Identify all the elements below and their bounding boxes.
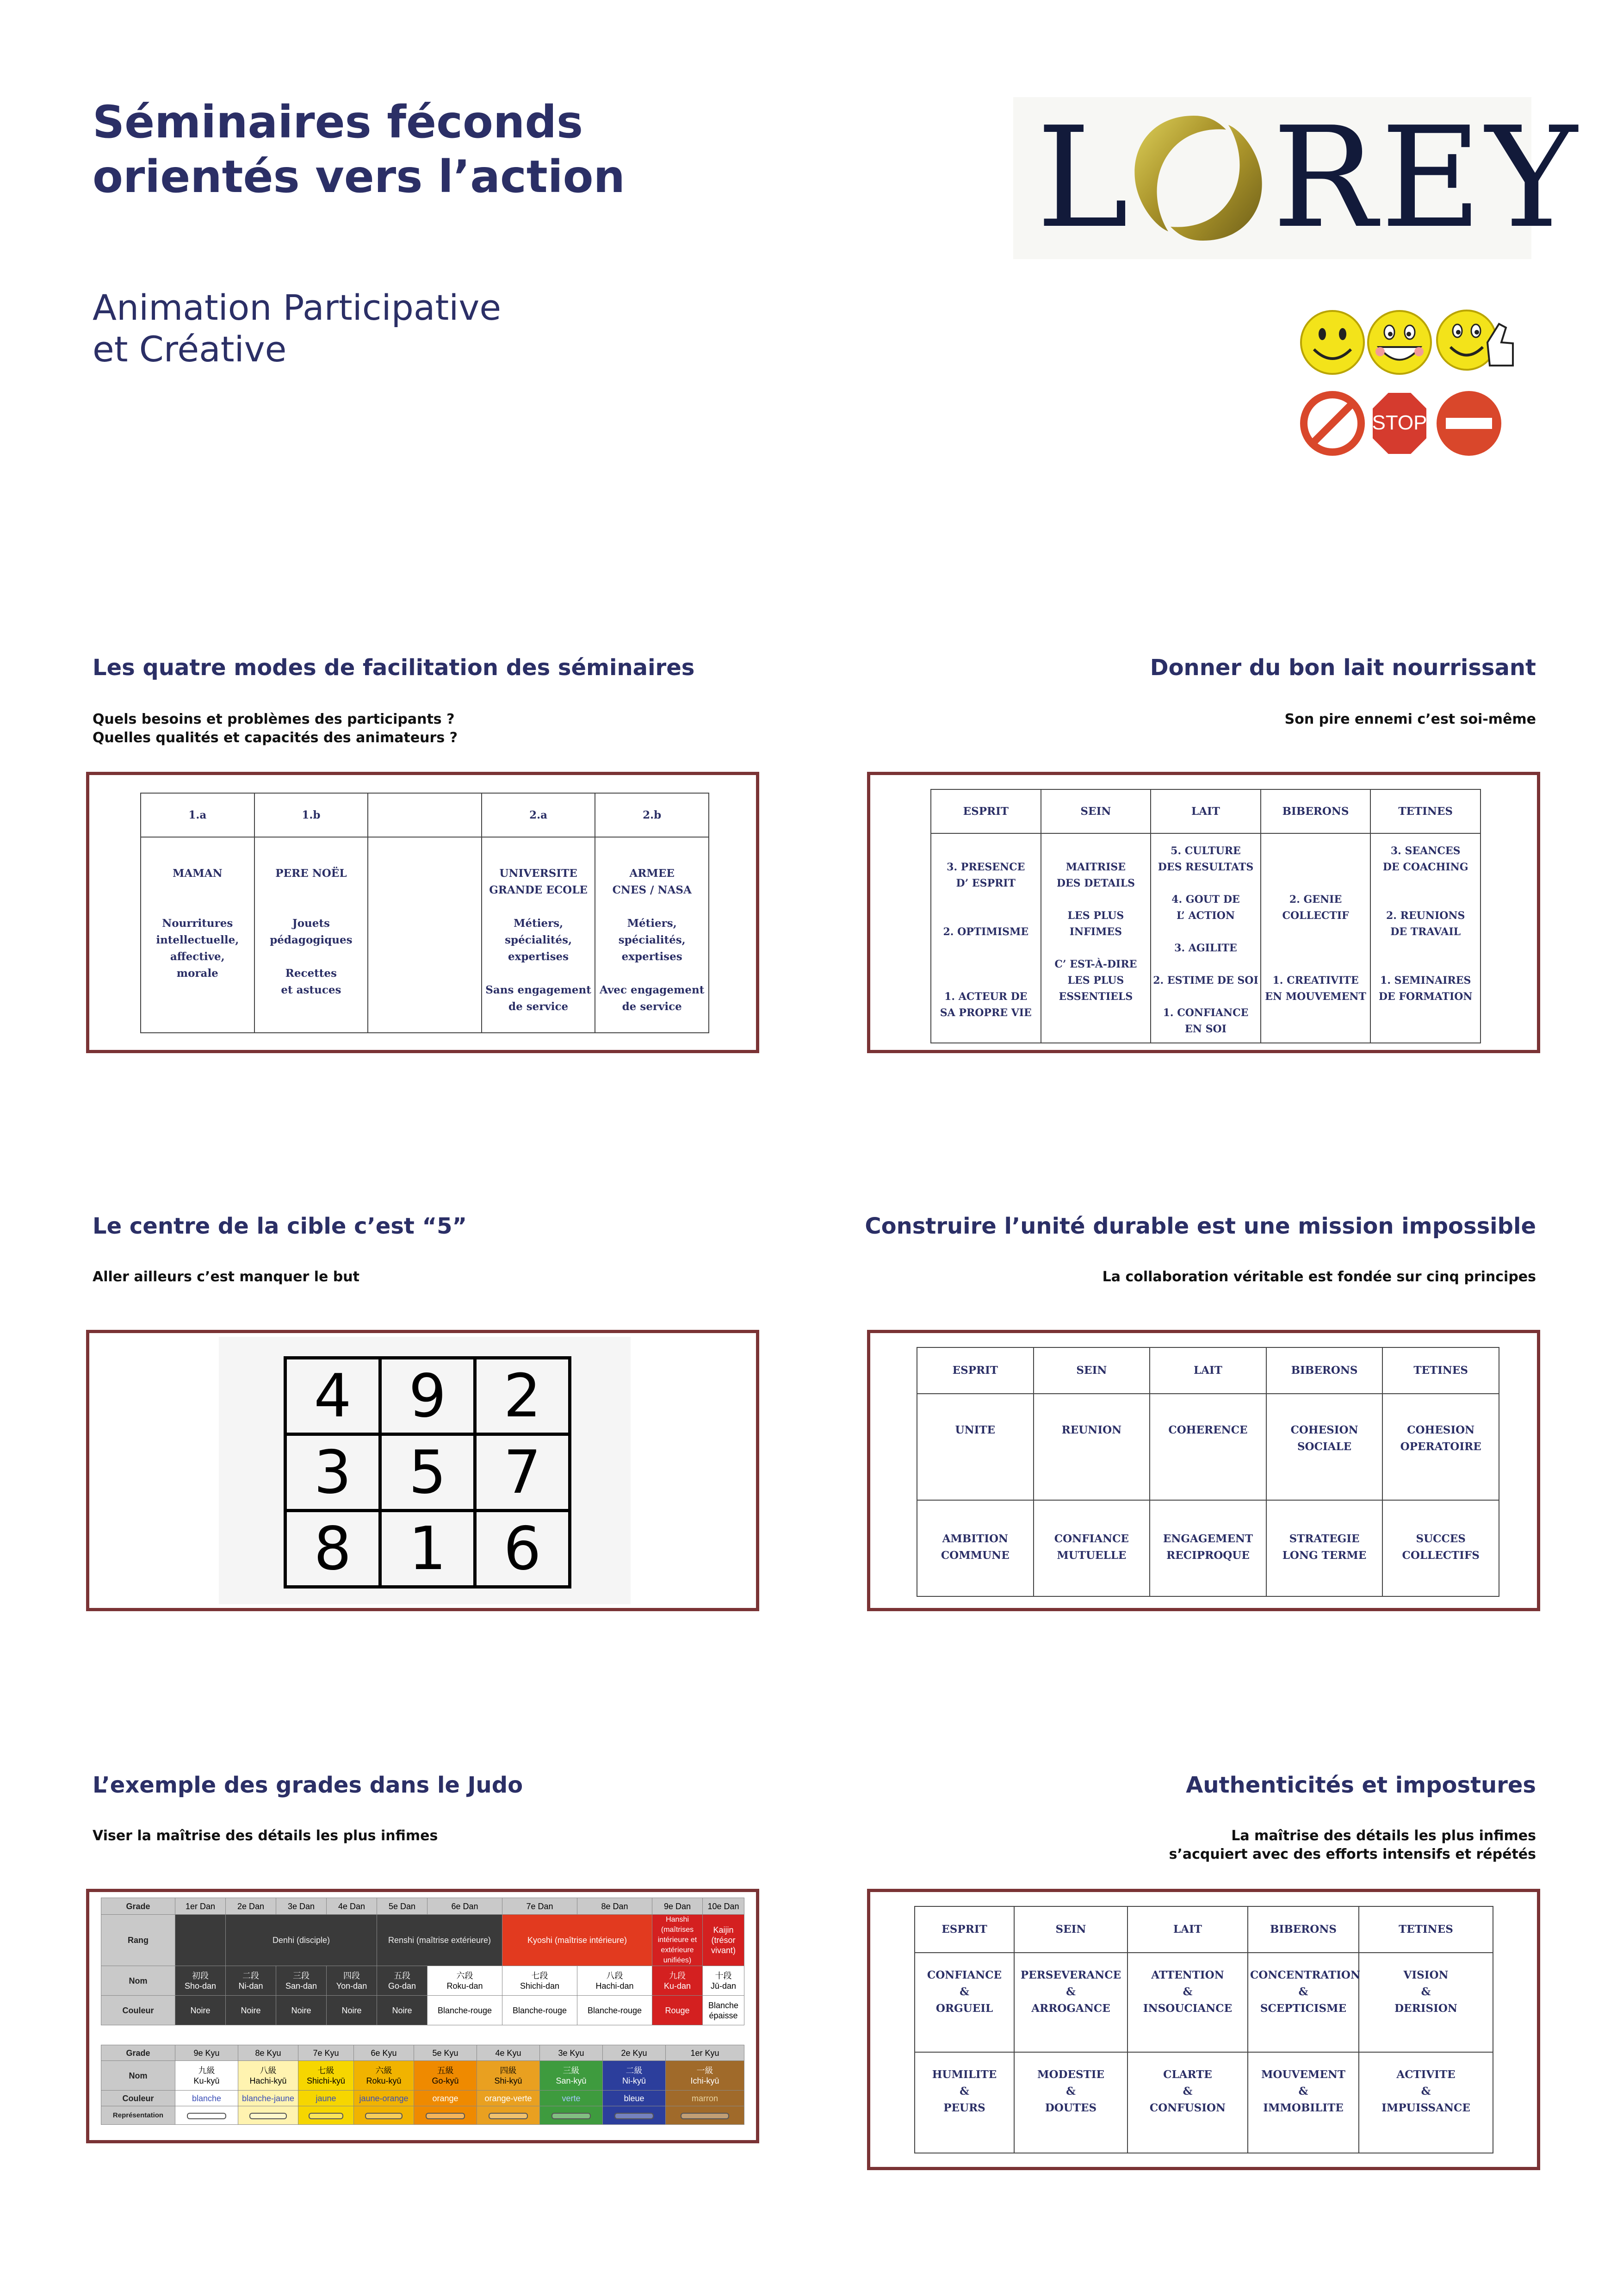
rang-cell: Denhi (disciple): [226, 1915, 377, 1966]
belt-icon: [187, 2113, 226, 2119]
table-cell: 3. PRESENCE D’ ESPRIT 2. OPTIMISME 1. ACTEUR DE SA PROPRE VIE: [931, 833, 1041, 1043]
table-header: SEIN: [1034, 1347, 1150, 1394]
table-cell: VISION & DERISION: [1359, 1953, 1493, 2052]
table-header: BIBERONS: [1261, 789, 1371, 833]
grade-cell: 6e Dan: [427, 1898, 502, 1915]
row-header: Nom: [101, 1966, 175, 1996]
belt-representation-icon: [354, 2106, 414, 2125]
grade-cell: 7e Kyu: [298, 2045, 354, 2061]
nom-cell: 初段 Sho-dan: [175, 1966, 226, 1996]
title-line-1: Séminaires féconds: [93, 96, 583, 148]
table-cell: PERE NOËL Jouets pédagogiques Recettes et astuces: [254, 837, 368, 1033]
grid-cell: 2: [475, 1358, 570, 1434]
magic-square: [284, 1356, 571, 1589]
table-cell: PERSEVERANCE & ARROGANCE: [1014, 1953, 1127, 2052]
grid-cell: 4: [285, 1358, 380, 1434]
table-header: LAIT: [1151, 789, 1261, 833]
table-cell: CONFIANCE & ORGUEIL: [915, 1953, 1014, 2052]
couleur-cell: Blanche épaisse: [703, 1996, 744, 2025]
prohibited-sign-icon: [1304, 395, 1361, 452]
table-cell: ACTIVITE & IMPUISSANCE: [1359, 2052, 1493, 2153]
table-cell: UNIVERSITE GRANDE ECOLE Métiers, spécialités, expertises Sans engagement de service: [482, 837, 595, 1033]
panel1-subtitle: Quels besoins et problèmes des participants ? Quelles qualités et capacités des animateurs ?: [93, 711, 458, 746]
nom-cell: 六級 Roku-kyū: [354, 2061, 414, 2091]
stop-sign-text: STOP: [1372, 411, 1427, 434]
couleur-cell: marron: [666, 2091, 744, 2106]
table-header: ESPRIT: [931, 789, 1041, 833]
grade-cell: 5e Kyu: [414, 2045, 477, 2061]
grade-cell: 10e Dan: [703, 1898, 744, 1915]
belt-icon: [249, 2113, 287, 2119]
row-header: Rang: [101, 1915, 175, 1966]
grid-cell: 3: [285, 1434, 380, 1511]
nom-cell: 七級 Shichi-kyū: [298, 2061, 354, 2091]
table-cell: REUNION: [1034, 1394, 1150, 1500]
row-header: Nom: [101, 2061, 175, 2091]
table-cell: MAITRISE DES DETAILS LES PLUS INFIMES C’ EST-À-DIRE LES PLUS ESSENTIELS: [1041, 833, 1151, 1043]
table-cell: 5. CULTURE DES RESULTATS 4. GOUT DE L’ ACTION 3. AGILITE 2. ESTIME DE SOI 1. CONFIANCE EN SOI: [1151, 833, 1261, 1043]
table-cell: [368, 837, 482, 1033]
grinning-face-icon: [1368, 311, 1431, 374]
logo-letters-rey: REY: [1272, 97, 1581, 259]
grid-cell: 7: [475, 1434, 570, 1511]
belt-icon: [309, 2113, 343, 2119]
panel1-frame: [86, 772, 759, 1053]
panel5-title: L’exemple des grades dans le Judo: [93, 1772, 523, 1798]
grade-cell: 5e Dan: [377, 1898, 427, 1915]
grade-cell: 2e Dan: [226, 1898, 276, 1915]
belt-representation-icon: [175, 2106, 238, 2125]
table-cell: COHESION OPERATOIRE: [1382, 1394, 1499, 1500]
nom-cell: 四級 Shi-kyū: [477, 2061, 540, 2091]
panel1-title: Les quatre modes de facilitation des séminaires: [93, 655, 695, 681]
table-header: TETINES: [1382, 1347, 1499, 1394]
row-header: Grade: [101, 1898, 175, 1915]
belt-representation-icon: [238, 2106, 298, 2125]
couleur-cell: bleue: [603, 2091, 666, 2106]
couleur-cell: orange-verte: [477, 2091, 540, 2106]
smiley-icon: [1301, 311, 1364, 374]
panel2-frame: [867, 772, 1540, 1053]
table-header: [368, 793, 482, 837]
subtitle-line-1: Animation Participative: [93, 287, 502, 328]
table-header: ESPRIT: [917, 1347, 1034, 1394]
panel4-frame: [867, 1330, 1540, 1611]
nom-cell: 八級 Hachi-kyū: [238, 2061, 298, 2091]
grid-cell: 6: [475, 1511, 570, 1587]
row-header: Couleur: [101, 1996, 175, 2025]
table-cell: COHESION SOCIALE: [1266, 1394, 1383, 1500]
grid-cell: 5: [380, 1434, 475, 1511]
no-entry-sign-icon: [1437, 391, 1501, 456]
grade-cell: 9e Kyu: [175, 2045, 238, 2061]
couleur-cell: Noire: [377, 1996, 427, 2025]
couleur-cell: Noire: [327, 1996, 377, 2025]
table-header: TETINES: [1359, 1906, 1493, 1953]
logo-gold-ring-icon: [1124, 106, 1272, 250]
authenticites-table: [914, 1906, 1493, 2153]
table-cell: CONFIANCE MUTUELLE: [1034, 1500, 1150, 1596]
panel2-title: Donner du bon lait nourrissant: [1150, 655, 1536, 681]
panel5-frame: [86, 1889, 759, 2143]
panel3-title: Le centre de la cible c’est “5”: [93, 1213, 467, 1239]
table-header: BIBERONS: [1266, 1347, 1383, 1394]
belt-icon: [489, 2113, 528, 2119]
table-header: 2.a: [482, 793, 595, 837]
table-header: SEIN: [1014, 1906, 1127, 1953]
row-header: Représentation: [101, 2106, 175, 2125]
nom-cell: 九段 Ku-dan: [652, 1966, 703, 1996]
grade-cell: 8e Dan: [577, 1898, 652, 1915]
table-cell: STRATEGIE LONG TERME: [1266, 1500, 1383, 1596]
row-header: Grade: [101, 2045, 175, 2061]
grade-cell: 2e Kyu: [603, 2045, 666, 2061]
panel2-subtitle: Son pire ennemi c’est soi-même: [1284, 711, 1536, 727]
table-header: 1.b: [254, 793, 368, 837]
nom-cell: 五段 Go-dan: [377, 1966, 427, 1996]
table-cell: CLARTE & CONFUSION: [1127, 2052, 1248, 2153]
grade-cell: 1er Dan: [175, 1898, 226, 1915]
belt-representation-icon: [540, 2106, 603, 2125]
grid-cell: 1: [380, 1511, 475, 1587]
couleur-cell: Blanche-rouge: [427, 1996, 502, 2025]
row-header: Couleur: [101, 2091, 175, 2106]
table-header: BIBERONS: [1248, 1906, 1359, 1953]
couleur-cell: Noire: [276, 1996, 327, 2025]
panel4-title: Construire l’unité durable est une mission impossible: [865, 1213, 1536, 1239]
table-cell: ENGAGEMENT RECIPROQUE: [1150, 1500, 1266, 1596]
table-header: 2.b: [595, 793, 709, 837]
nom-cell: 四段 Yon-dan: [327, 1966, 377, 1996]
rang-cell: Kyoshi (maîtrise intérieure): [502, 1915, 652, 1966]
belt-representation-icon: [477, 2106, 540, 2125]
couleur-cell: blanche-jaune: [238, 2091, 298, 2106]
couleur-cell: jaune-orange: [354, 2091, 414, 2106]
table-cell: COHERENCE: [1150, 1394, 1266, 1500]
grade-cell: 9e Dan: [652, 1898, 703, 1915]
unite-durable-table: [917, 1347, 1499, 1597]
panel3-frame: [86, 1330, 759, 1611]
table-cell: UNITE: [917, 1394, 1034, 1500]
table-cell: HUMILITE & PEURS: [915, 2052, 1014, 2153]
facilitation-table: [140, 793, 709, 1033]
table-header: LAIT: [1127, 1906, 1248, 1953]
grade-cell: 1er Kyu: [666, 2045, 744, 2061]
belt-icon: [551, 2113, 591, 2119]
table-cell: ATTENTION & INSOUCIANCE: [1127, 1953, 1248, 2052]
grade-cell: 8e Kyu: [238, 2045, 298, 2061]
table-cell: 2. GENIE COLLECTIF 1. CREATIVITE EN MOUVEMENT: [1261, 833, 1371, 1043]
nom-cell: 二段 Ni-dan: [226, 1966, 276, 1996]
couleur-cell: Blanche-rouge: [502, 1996, 577, 2025]
nom-cell: 七段 Shichi-dan: [502, 1966, 577, 1996]
belt-representation-icon: [298, 2106, 354, 2125]
nom-cell: 三級 San-kyū: [540, 2061, 603, 2091]
grade-cell: 4e Dan: [327, 1898, 377, 1915]
panel6-title: Authenticités et impostures: [1186, 1772, 1536, 1798]
table-header: LAIT: [1150, 1347, 1266, 1394]
logo-letter-l: L: [1036, 97, 1133, 259]
grade-cell: 3e Kyu: [540, 2045, 603, 2061]
belt-icon: [426, 2113, 465, 2119]
nom-cell: 五級 Go-kyū: [414, 2061, 477, 2091]
smileys-and-signs: [1295, 305, 1536, 463]
grade-cell: 4e Kyu: [477, 2045, 540, 2061]
panel6-subtitle: La maîtrise des détails les plus infimes s’acquiert avec des efforts intensifs et répétés: [1169, 1828, 1536, 1862]
belt-representation-icon: [603, 2106, 666, 2125]
couleur-cell: Noire: [226, 1996, 276, 2025]
title-line-2: orientés vers l’action: [93, 151, 625, 203]
table-cell: MAMAN Nourritures intellectuelle, affective, morale: [141, 837, 254, 1033]
rang-cell: Kaijin (trésor vivant): [703, 1915, 744, 1966]
lorey-logo: [1013, 97, 1581, 259]
bon-lait-table: [930, 789, 1481, 1043]
belt-representation-icon: [666, 2106, 744, 2125]
belt-icon: [614, 2113, 654, 2119]
panel6-frame: [867, 1889, 1540, 2170]
nom-cell: 一級 Ichi-kyū: [666, 2061, 744, 2091]
table-cell: MOUVEMENT & IMMOBILITE: [1248, 2052, 1359, 2153]
nom-cell: 十段 Jū-dan: [703, 1966, 744, 1996]
grid-cell: 8: [285, 1511, 380, 1587]
table-cell: 3. SEANCES DE COACHING 2. REUNIONS DE TRAVAIL 1. SEMINAIRES DE FORMATION: [1370, 833, 1481, 1043]
nom-cell: 八段 Hachi-dan: [577, 1966, 652, 1996]
couleur-cell: jaune: [298, 2091, 354, 2106]
grade-cell: 7e Dan: [502, 1898, 577, 1915]
rang-cell: [175, 1915, 226, 1966]
judo-kyu-table: [101, 2045, 744, 2125]
nom-cell: 三段 San-dan: [276, 1966, 327, 1996]
table-cell: SUCCES COLLECTIFS: [1382, 1500, 1499, 1596]
couleur-cell: blanche: [175, 2091, 238, 2106]
nom-cell: 六段 Roku-dan: [427, 1966, 502, 1996]
panel4-subtitle: La collaboration véritable est fondée sur cinq principes: [1102, 1269, 1536, 1285]
grade-cell: 6e Kyu: [354, 2045, 414, 2061]
nom-cell: 二級 Ni-kyū: [603, 2061, 666, 2091]
grid-cell: 9: [380, 1358, 475, 1434]
table-cell: MODESTIE & DOUTES: [1014, 2052, 1127, 2153]
belt-icon: [365, 2113, 403, 2119]
page-subtitle: [93, 287, 501, 370]
table-header: TETINES: [1370, 789, 1481, 833]
table-header: 1.a: [141, 793, 254, 837]
thumbs-up-smiley-icon: [1437, 310, 1513, 370]
rang-cell: Hanshi (maîtrises intérieure et extérieure unifiées): [652, 1915, 703, 1966]
rang-cell: Renshi (maîtrise extérieure): [377, 1915, 502, 1966]
couleur-cell: Blanche-rouge: [577, 1996, 652, 2025]
belt-representation-icon: [414, 2106, 477, 2125]
page-title: [93, 95, 625, 204]
table-header: ESPRIT: [915, 1906, 1014, 1953]
couleur-cell: verte: [540, 2091, 603, 2106]
table-cell: ARMEE CNES / NASA Métiers, spécialités, expertises Avec engagement de service: [595, 837, 709, 1033]
stop-sign-icon: [1372, 392, 1427, 455]
panel3-subtitle: Aller ailleurs c’est manquer le but: [93, 1269, 359, 1285]
subtitle-line-2: et Créative: [93, 329, 287, 370]
judo-dan-table: [101, 1898, 744, 2025]
table-cell: CONCENTRATION & SCEPTICISME: [1248, 1953, 1359, 2052]
grade-cell: 3e Dan: [276, 1898, 327, 1915]
table-header: SEIN: [1041, 789, 1151, 833]
table-cell: AMBITION COMMUNE: [917, 1500, 1034, 1596]
belt-icon: [681, 2113, 729, 2119]
nom-cell: 九級 Ku-kyū: [175, 2061, 238, 2091]
panel5-subtitle: Viser la maîtrise des détails les plus infimes: [93, 1828, 438, 1844]
couleur-cell: Noire: [175, 1996, 226, 2025]
couleur-cell: orange: [414, 2091, 477, 2106]
couleur-cell: Rouge: [652, 1996, 703, 2025]
